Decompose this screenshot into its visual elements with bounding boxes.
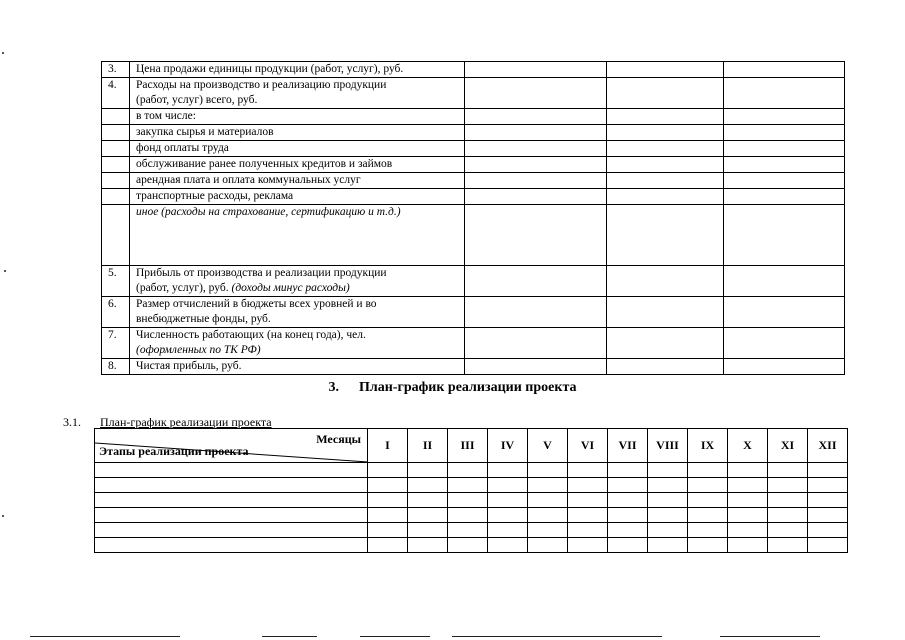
scan-artifact-line [30, 636, 180, 637]
table-row [102, 205, 845, 266]
month-cell[interactable] [608, 538, 648, 553]
row-label: арендная плата и оплата коммунальных услуг [130, 173, 465, 189]
value-cell[interactable] [724, 359, 845, 375]
month-cell[interactable] [608, 493, 648, 508]
row-label: закупка сырья и материалов [130, 125, 465, 141]
month-cell[interactable] [768, 478, 808, 493]
schedule-row [95, 463, 848, 478]
value-cell[interactable] [465, 359, 607, 375]
value-cell[interactable] [607, 157, 724, 173]
table-row [102, 109, 845, 125]
value-cell[interactable] [607, 205, 724, 266]
month-cell[interactable] [528, 463, 568, 478]
month-cell[interactable] [488, 493, 528, 508]
scan-artifact-dot [2, 52, 4, 54]
value-cell[interactable] [465, 78, 607, 109]
table-row [102, 157, 845, 173]
value-cell[interactable] [724, 109, 845, 125]
month-header: XII [808, 429, 848, 463]
schedule-row [95, 523, 848, 538]
value-cell[interactable] [724, 141, 845, 157]
table-row [102, 78, 845, 109]
schedule-row [95, 538, 848, 553]
month-cell[interactable] [368, 508, 408, 523]
month-cell[interactable] [728, 538, 768, 553]
stage-cell[interactable] [95, 508, 368, 523]
month-cell[interactable] [688, 463, 728, 478]
value-cell[interactable] [465, 141, 607, 157]
row-number: 3. [102, 62, 130, 78]
value-cell[interactable] [607, 328, 724, 359]
month-header: I [368, 429, 408, 463]
month-cell[interactable] [408, 463, 448, 478]
value-cell[interactable] [724, 78, 845, 109]
month-cell[interactable] [408, 523, 448, 538]
row-label: транспортные расходы, реклама [130, 189, 465, 205]
value-cell[interactable] [724, 205, 845, 266]
month-cell[interactable] [528, 538, 568, 553]
month-cell[interactable] [728, 463, 768, 478]
stage-cell[interactable] [95, 463, 368, 478]
month-cell[interactable] [408, 493, 448, 508]
month-cell[interactable] [568, 538, 608, 553]
month-cell[interactable] [648, 478, 688, 493]
row-label: Чистая прибыль, руб. [130, 359, 465, 375]
section-number: 3. [328, 380, 339, 395]
row-label: Численность работающих (на конец года), чел. (оформленных по ТК РФ) [130, 328, 465, 359]
month-cell[interactable] [808, 508, 848, 523]
scan-artifact-line [452, 636, 662, 637]
month-cell[interactable] [728, 523, 768, 538]
month-header: VI [568, 429, 608, 463]
month-cell[interactable] [568, 463, 608, 478]
row-label: иное (расходы на страхование, сертификацию и т.д.) [130, 205, 465, 266]
value-cell[interactable] [465, 62, 607, 78]
section-title: План-график реализации проекта [359, 380, 577, 395]
diagonal-header-cell [95, 429, 368, 463]
schedule-row [95, 478, 848, 493]
stage-cell[interactable] [95, 478, 368, 493]
value-cell[interactable] [465, 297, 607, 328]
row-label: Прибыль от производства и реализации продукции (работ, услуг), руб. (доходы минус расходы) [130, 266, 465, 297]
table-row [102, 297, 845, 328]
row-label: фонд оплаты труда [130, 141, 465, 157]
month-cell[interactable] [528, 493, 568, 508]
scan-artifact-line [262, 636, 317, 637]
row-label: Цена продажи единицы продукции (работ, услуг), руб. [130, 62, 465, 78]
row-number: 4. [102, 78, 130, 109]
month-cell[interactable] [648, 523, 688, 538]
month-header: V [528, 429, 568, 463]
month-cell[interactable] [808, 493, 848, 508]
month-cell[interactable] [488, 463, 528, 478]
row-label: Расходы на производство и реализацию продукции (работ, услуг) всего, руб. [130, 78, 465, 109]
scan-artifact-line [360, 636, 430, 637]
month-cell[interactable] [488, 523, 528, 538]
stage-cell[interactable] [95, 538, 368, 553]
value-cell[interactable] [724, 157, 845, 173]
month-cell[interactable] [368, 493, 408, 508]
month-cell[interactable] [768, 508, 808, 523]
table-row [102, 359, 845, 375]
row-number [102, 189, 130, 205]
month-cell[interactable] [768, 493, 808, 508]
month-cell[interactable] [568, 523, 608, 538]
month-cell[interactable] [448, 463, 488, 478]
month-cell[interactable] [688, 523, 728, 538]
month-header: VIII [648, 429, 688, 463]
month-cell[interactable] [648, 508, 688, 523]
subsection-number: 3.1. [63, 415, 81, 429]
month-cell[interactable] [688, 493, 728, 508]
value-cell[interactable] [607, 125, 724, 141]
month-cell[interactable] [568, 478, 608, 493]
row-number [102, 157, 130, 173]
value-cell[interactable] [607, 173, 724, 189]
month-cell[interactable] [808, 463, 848, 478]
month-cell[interactable] [688, 538, 728, 553]
row-number [102, 125, 130, 141]
row-label: Размер отчислений в бюджеты всех уровней и во внебюджетные фонды, руб. [130, 297, 465, 328]
month-cell[interactable] [568, 493, 608, 508]
month-cell[interactable] [448, 493, 488, 508]
month-cell[interactable] [768, 463, 808, 478]
table-row [102, 173, 845, 189]
month-cell[interactable] [488, 478, 528, 493]
month-header: III [448, 429, 488, 463]
value-cell[interactable] [607, 359, 724, 375]
value-cell[interactable] [465, 157, 607, 173]
month-header: VII [608, 429, 648, 463]
month-cell[interactable] [608, 478, 648, 493]
value-cell[interactable] [607, 78, 724, 109]
row-number [102, 205, 130, 266]
month-cell[interactable] [728, 493, 768, 508]
month-header: XI [768, 429, 808, 463]
month-header: X [728, 429, 768, 463]
value-cell[interactable] [724, 328, 845, 359]
row-label: в том числе: [130, 109, 465, 125]
value-cell[interactable] [724, 173, 845, 189]
month-cell[interactable] [528, 523, 568, 538]
month-cell[interactable] [448, 523, 488, 538]
month-cell[interactable] [688, 478, 728, 493]
value-cell[interactable] [724, 125, 845, 141]
table-row [102, 141, 845, 157]
row-number: 6. [102, 297, 130, 328]
value-cell[interactable] [607, 109, 724, 125]
month-cell[interactable] [528, 478, 568, 493]
section-heading [0, 380, 905, 396]
months-label: Месяцы [316, 432, 361, 446]
month-cell[interactable] [768, 538, 808, 553]
row-number: 8. [102, 359, 130, 375]
value-cell[interactable] [465, 266, 607, 297]
month-cell[interactable] [488, 508, 528, 523]
row-number: 7. [102, 328, 130, 359]
value-cell[interactable] [724, 297, 845, 328]
value-cell[interactable] [465, 173, 607, 189]
row-label: обслуживание ранее полученных кредитов и займов [130, 157, 465, 173]
month-cell[interactable] [688, 508, 728, 523]
schedule-row [95, 508, 848, 523]
schedule-row [95, 493, 848, 508]
month-cell[interactable] [408, 478, 448, 493]
value-cell[interactable] [607, 62, 724, 78]
row-number: 5. [102, 266, 130, 297]
month-cell[interactable] [768, 523, 808, 538]
month-cell[interactable] [608, 508, 648, 523]
schedule-header-row [95, 429, 848, 463]
value-cell[interactable] [724, 266, 845, 297]
row-number [102, 141, 130, 157]
value-cell[interactable] [465, 125, 607, 141]
value-cell[interactable] [724, 189, 845, 205]
stages-label: Этапы реализации проекта [99, 444, 249, 458]
table-row [102, 125, 845, 141]
value-cell[interactable] [607, 141, 724, 157]
month-cell[interactable] [408, 508, 448, 523]
month-cell[interactable] [648, 463, 688, 478]
month-cell[interactable] [808, 478, 848, 493]
table-row [102, 62, 845, 78]
month-cell[interactable] [608, 463, 648, 478]
month-header: II [408, 429, 448, 463]
value-cell[interactable] [465, 328, 607, 359]
month-cell[interactable] [728, 478, 768, 493]
table-row [102, 266, 845, 297]
value-cell[interactable] [465, 189, 607, 205]
scan-artifact-dot [4, 270, 6, 272]
month-cell[interactable] [448, 478, 488, 493]
month-cell[interactable] [648, 493, 688, 508]
schedule-body [95, 463, 848, 553]
value-cell[interactable] [465, 205, 607, 266]
scan-artifact-line [720, 636, 820, 637]
month-cell[interactable] [368, 538, 408, 553]
row-number [102, 109, 130, 125]
scan-artifact-dot [2, 515, 4, 517]
month-header: IX [688, 429, 728, 463]
month-header: IV [488, 429, 528, 463]
value-cell[interactable] [607, 297, 724, 328]
month-cell[interactable] [368, 463, 408, 478]
subsection-title: План-график реализации проекта [100, 415, 272, 429]
month-cell[interactable] [408, 538, 448, 553]
month-cell[interactable] [728, 508, 768, 523]
month-cell[interactable] [568, 508, 608, 523]
value-cell[interactable] [607, 266, 724, 297]
value-cell[interactable] [607, 189, 724, 205]
table-row [102, 328, 845, 359]
month-cell[interactable] [648, 538, 688, 553]
schedule-table [94, 428, 848, 553]
stage-cell[interactable] [95, 493, 368, 508]
stage-cell[interactable] [95, 523, 368, 538]
month-cell[interactable] [488, 538, 528, 553]
month-cell[interactable] [368, 478, 408, 493]
month-cell[interactable] [528, 508, 568, 523]
value-cell[interactable] [724, 62, 845, 78]
row-number [102, 173, 130, 189]
cost-table [101, 61, 845, 375]
month-cell[interactable] [808, 523, 848, 538]
month-cell[interactable] [368, 523, 408, 538]
value-cell[interactable] [465, 109, 607, 125]
month-cell[interactable] [808, 538, 848, 553]
table-row [102, 189, 845, 205]
month-cell[interactable] [448, 538, 488, 553]
month-cell[interactable] [608, 523, 648, 538]
month-cell[interactable] [448, 508, 488, 523]
